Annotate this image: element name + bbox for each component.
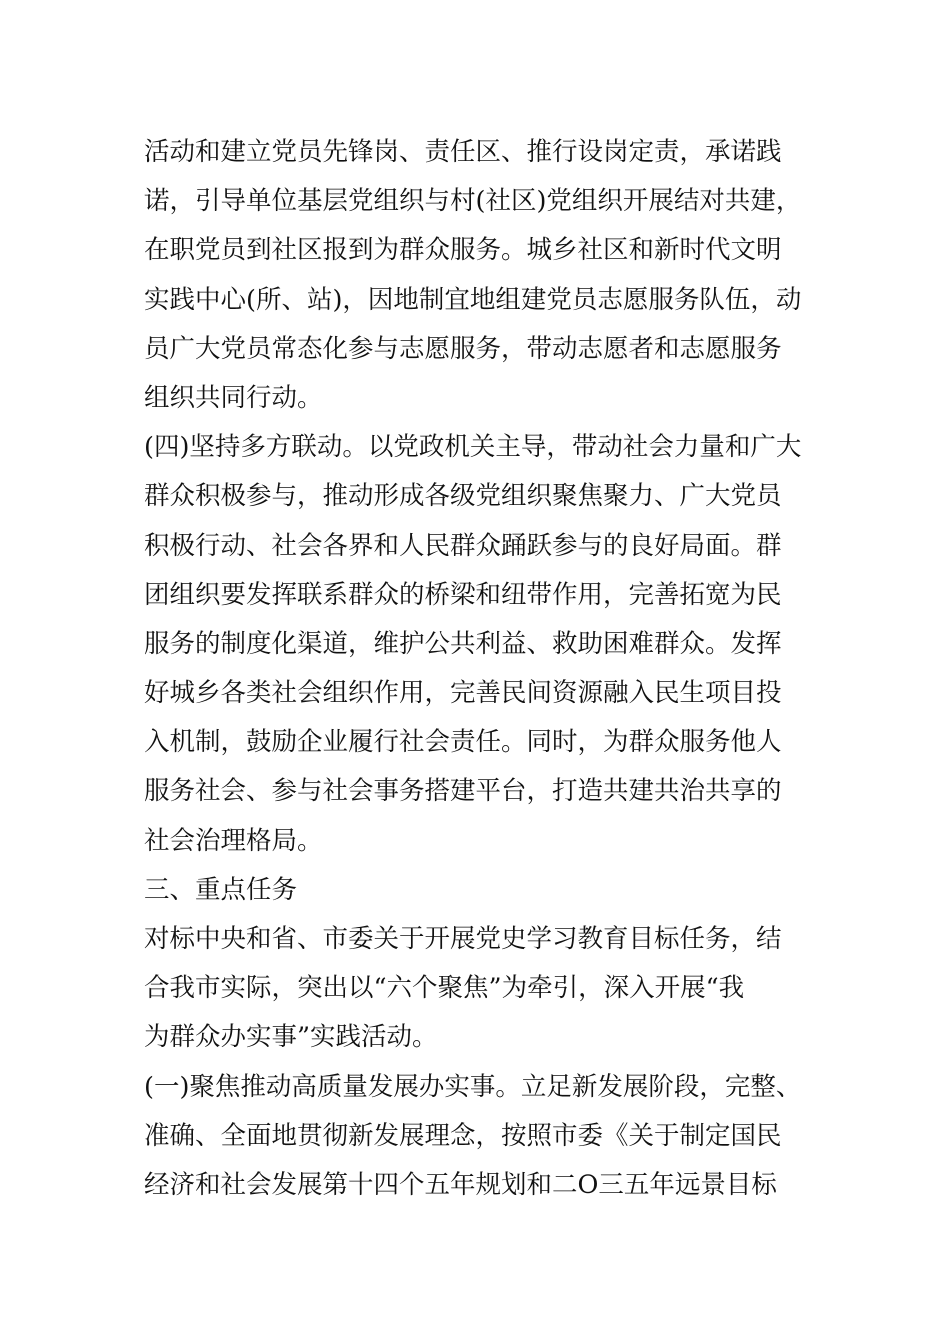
text-line: 合我市实际，突出以“六个聚焦”为牵引，深入开展“我	[144, 973, 745, 1004]
text-line: 对标中央和省、市委关于开展党史学习教育目标任务，结	[144, 924, 782, 954]
text-line: 在职党员到社区报到为群众服务。城乡社区和新时代文明	[144, 235, 782, 266]
text-line: (四)坚持多方联动。以党政机关主导，带动社会力量和广大	[144, 432, 802, 463]
text-line: 为群众办实事”实践活动。	[144, 1022, 438, 1053]
text-line: 好城乡各类社会组织作用，完善民间资源融入民生项目投	[144, 678, 782, 709]
text-line: (一)聚焦推动高质量发展办实事。立足新发展阶段，完整、	[144, 1071, 802, 1102]
text-line: 群众积极参与，推动形成各级党组织聚焦聚力、广大党员	[144, 481, 782, 512]
section-heading: 三、重点任务	[144, 874, 298, 905]
text-line: 社会治理格局。	[144, 825, 323, 856]
text-line: 活动和建立党员先锋岗、责任区、推行设岗定责，承诺践	[144, 137, 782, 167]
text-line: 组织共同行动。	[144, 382, 323, 413]
text-line: 服务社会、参与社会事务搭建平台，打造共建共治共享的	[144, 776, 782, 807]
text-line: 团组织要发挥联系群众的桥梁和纽带作用，完善拓宽为民	[144, 579, 782, 610]
text-line: 服务的制度化渠道，维护公共利益、救助困难群众。发挥	[144, 628, 782, 659]
text-line: 实践中心(所、站)，因地制宜地组建党员志愿服务队伍，动	[144, 284, 802, 315]
text-line: 诺，引导单位基层党组织与村(社区)党组织开展结对共建，	[144, 186, 802, 217]
text-line: 入机制，鼓励企业履行社会责任。同时，为群众服务他人	[144, 727, 782, 758]
text-line: 员广大党员常态化参与志愿服务，带动志愿者和志愿服务	[144, 333, 782, 364]
text-line: 准确、全面地贯彻新发展理念，按照市委《关于制定国民	[144, 1120, 782, 1151]
text-line: 积极行动、社会各界和人民群众踊跃参与的良好局面。群	[144, 530, 782, 561]
text-line: 经济和社会发展第十四个五年规划和二O三五年远景目标	[144, 1169, 777, 1200]
body-text	[144, 128, 814, 1210]
